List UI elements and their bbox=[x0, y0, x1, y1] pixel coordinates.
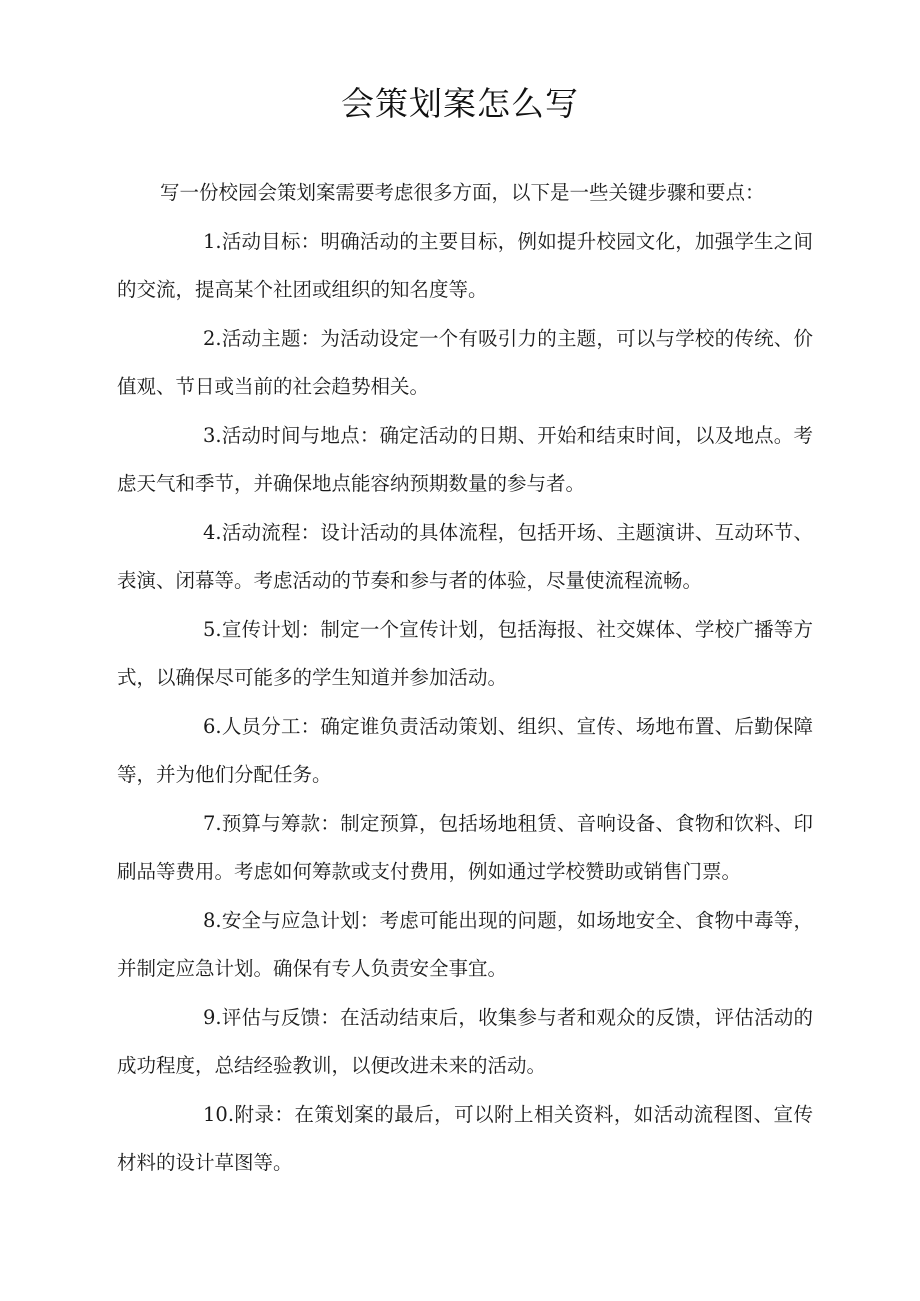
intro-paragraph: 写一份校园会策划案需要考虑很多方面，以下是一些关键步骤和要点： bbox=[160, 181, 765, 204]
item-text: .活动流程：设计活动的具体流程，包括开场、主题演讲、互动环节、表演、闭幕等。考虑活动的节奏和参与者的体验，尽量使流程流畅。 bbox=[117, 520, 813, 592]
page-title: 会策划案怎么写 bbox=[341, 84, 579, 123]
item-number: 10 bbox=[203, 1102, 228, 1126]
item-text: .活动时间与地点：确定活动的日期、开始和结束时间，以及地点。考虑天气和季节，并确保地点能容纳预期数量的参与者。 bbox=[117, 423, 813, 495]
item-number: 9 bbox=[203, 1005, 216, 1029]
item-number: 7 bbox=[203, 811, 216, 835]
list-item-10 bbox=[117, 1091, 813, 1188]
list-item-3 bbox=[117, 412, 813, 509]
list-item-8 bbox=[117, 897, 813, 994]
list-item-2 bbox=[117, 315, 813, 412]
item-text: .宣传计划：制定一个宣传计划，包括海报、社交媒体、学校广播等方式，以确保尽可能多的学生知道并参加活动。 bbox=[117, 617, 813, 689]
item-text: 活动目标：明确活动的主要目标，例如提升校园文化，加强学生之间的交流，提高某个社团或组织的知名度等。 bbox=[117, 229, 813, 301]
item-number: 5 bbox=[203, 617, 216, 641]
list-item-5 bbox=[117, 606, 813, 703]
item-text: .附录：在策划案的最后，可以附上相关资料，如活动流程图、宣传材料的设计草图等。 bbox=[117, 1102, 813, 1174]
list-item-9 bbox=[117, 994, 813, 1091]
item-text: .预算与筹款：制定预算，包括场地租赁、音响设备、食物和饮料、印刷品等费用。考虑如何筹款或支付费用，例如通过学校赞助或销售门票。 bbox=[117, 811, 813, 883]
item-number: 2 bbox=[203, 326, 216, 350]
item-number: 6 bbox=[203, 714, 216, 738]
item-number: 4 bbox=[203, 520, 216, 544]
list-item-1 bbox=[117, 218, 813, 315]
item-number: 1. bbox=[203, 229, 222, 253]
item-number: 8 bbox=[203, 908, 216, 932]
list-item-4 bbox=[117, 509, 813, 606]
document-body bbox=[117, 169, 813, 1188]
list-item-6 bbox=[117, 703, 813, 800]
item-text: .评估与反馈：在活动结束后，收集参与者和观众的反馈，评估活动的成功程度，总结经验教训，以便改进未来的活动。 bbox=[117, 1005, 813, 1077]
item-text: .人员分工：确定谁负责活动策划、组织、宣传、场地布置、后勤保障等，并为他们分配任务。 bbox=[117, 714, 813, 786]
item-number: 3 bbox=[203, 423, 216, 447]
list-item-7 bbox=[117, 800, 813, 897]
item-text: .安全与应急计划：考虑可能出现的问题，如场地安全、食物中毒等，并制定应急计划。确保有专人负责安全事宜。 bbox=[117, 908, 813, 980]
item-text: .活动主题：为活动设定一个有吸引力的主题，可以与学校的传统、价值观、节日或当前的社会趋势相关。 bbox=[117, 326, 813, 398]
